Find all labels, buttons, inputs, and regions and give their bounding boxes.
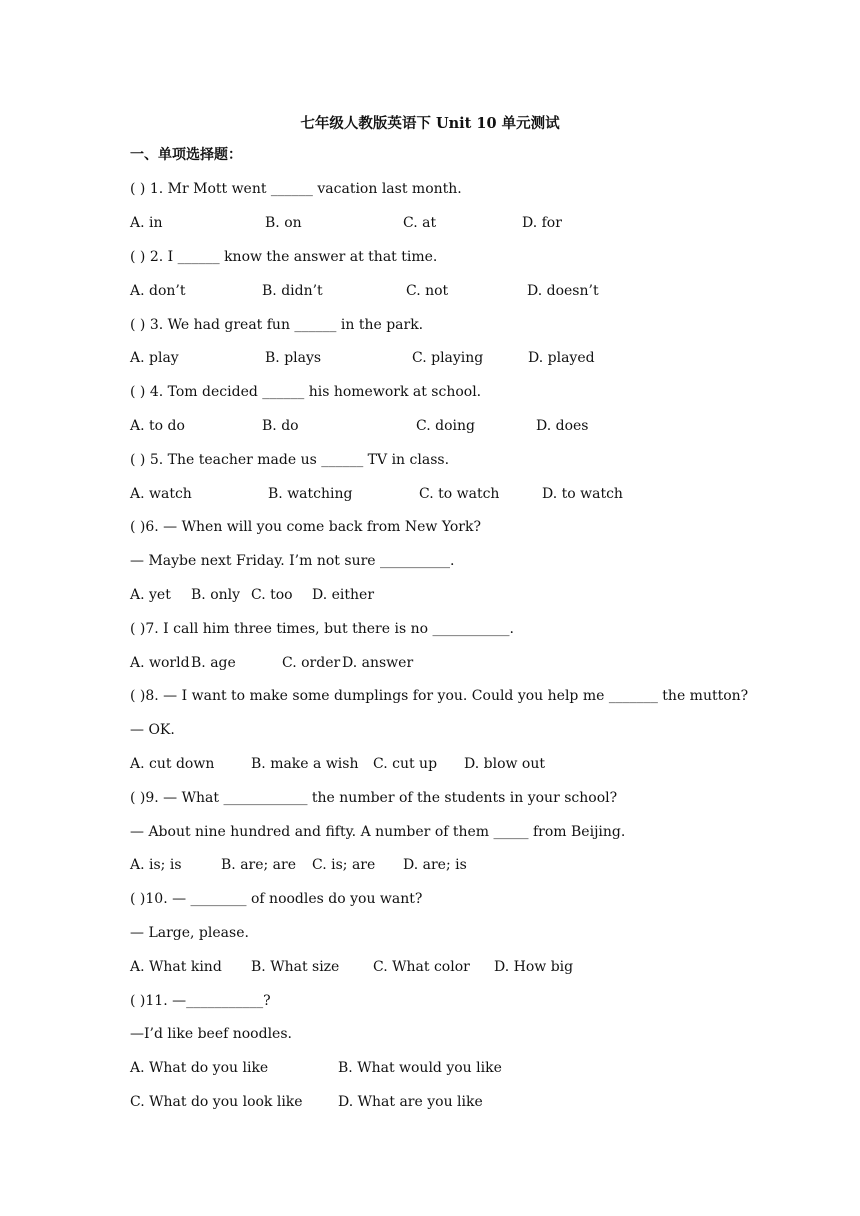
question-11: ( )11. —___________?: [130, 993, 271, 1009]
option-c: C. playing: [412, 350, 484, 366]
question-9-options: [130, 855, 730, 875]
question-3-options: [130, 348, 730, 368]
option-a: A. What kind: [130, 959, 222, 975]
option-d: D. blow out: [464, 756, 545, 772]
option-c: C. order: [282, 655, 341, 671]
option-b: B. didn’t: [262, 283, 323, 299]
question-2-options: [130, 281, 730, 301]
question-7: ( )7. I call him three times, but there is no ___________.: [130, 621, 514, 637]
question-10-options: [130, 957, 730, 977]
option-d: D. are; is: [403, 857, 467, 873]
option-c: C. What color: [373, 959, 470, 975]
option-c: C. cut up: [373, 756, 438, 772]
option-c: C. doing: [416, 418, 475, 434]
option-a: A. watch: [130, 486, 192, 502]
option-b: B. only: [191, 587, 241, 603]
option-d: D. answer: [342, 655, 414, 671]
option-d: D. either: [312, 587, 375, 603]
option-b: B. What would you like: [338, 1060, 502, 1076]
option-c: C. at: [403, 215, 437, 231]
question-6-response: — Maybe next Friday. I’m not sure __________.: [130, 553, 455, 569]
question-6: ( )6. — When will you come back from New York?: [130, 519, 481, 535]
option-c: C. What do you look like: [130, 1094, 303, 1110]
section-heading: 一、单项选择题：: [130, 147, 242, 163]
option-d: D. How big: [494, 959, 574, 975]
option-b: B. on: [265, 215, 302, 231]
option-d: D. played: [528, 350, 595, 366]
option-b: B. plays: [265, 350, 322, 366]
option-d: D. for: [522, 215, 562, 231]
option-c: C. to watch: [419, 486, 500, 502]
question-4: ( ) 4. Tom decided ______ his homework at school.: [130, 384, 482, 400]
option-d: D. doesn’t: [527, 283, 599, 299]
question-8: ( )8. — I want to make some dumplings for you. Could you help me _______ the mutton?: [130, 688, 749, 704]
question-5: ( ) 5. The teacher made us ______ TV in class.: [130, 452, 450, 468]
option-d: D. does: [536, 418, 589, 434]
question-11-response: —I’d like beef noodles.: [130, 1026, 292, 1042]
option-a: A. in: [130, 215, 163, 231]
question-1: ( ) 1. Mr Mott went ______ vacation last month.: [130, 181, 462, 197]
question-7-options: [130, 653, 730, 673]
option-d: D. What are you like: [338, 1094, 483, 1110]
option-a: A. to do: [130, 418, 185, 434]
question-5-options: [130, 484, 730, 504]
option-a: A. don’t: [130, 283, 186, 299]
option-a: A. What do you like: [130, 1060, 269, 1076]
document-title: 七年级人教版英语下 Unit 10 单元测试: [300, 115, 560, 132]
question-8-response: — OK.: [130, 722, 175, 738]
option-c: C. too: [251, 587, 293, 603]
question-9-response: — About nine hundred and fifty. A number of them _____ from Beijing.: [130, 824, 626, 840]
option-b: B. watching: [268, 486, 353, 502]
question-11-options-row2: [130, 1092, 730, 1112]
option-a: A. is; is: [130, 857, 182, 873]
question-11-options-row1: [130, 1058, 730, 1078]
question-9: ( )9. — What ____________ the number of the students in your school?: [130, 790, 618, 806]
option-c: C. not: [406, 283, 449, 299]
question-3: ( ) 3. We had great fun ______ in the park.: [130, 317, 424, 333]
question-8-options: [130, 754, 730, 774]
question-4-options: [130, 416, 730, 436]
option-a: A. cut down: [130, 756, 215, 772]
option-b: B. What size: [251, 959, 340, 975]
question-10-response: — Large, please.: [130, 925, 249, 941]
question-10: ( )10. — ________ of noodles do you want?: [130, 891, 423, 907]
option-c: C. is; are: [312, 857, 376, 873]
option-b: B. do: [262, 418, 299, 434]
question-6-options: [130, 585, 730, 605]
option-a: A. yet: [130, 587, 171, 603]
option-d: D. to watch: [542, 486, 623, 502]
option-b: B. age: [191, 655, 236, 671]
option-b: B. are; are: [221, 857, 297, 873]
question-1-options: [130, 213, 730, 233]
option-a: A. play: [130, 350, 179, 366]
option-a: A. world: [130, 655, 190, 671]
option-b: B. make a wish: [251, 756, 359, 772]
question-2: ( ) 2. I ______ know the answer at that time.: [130, 249, 438, 265]
